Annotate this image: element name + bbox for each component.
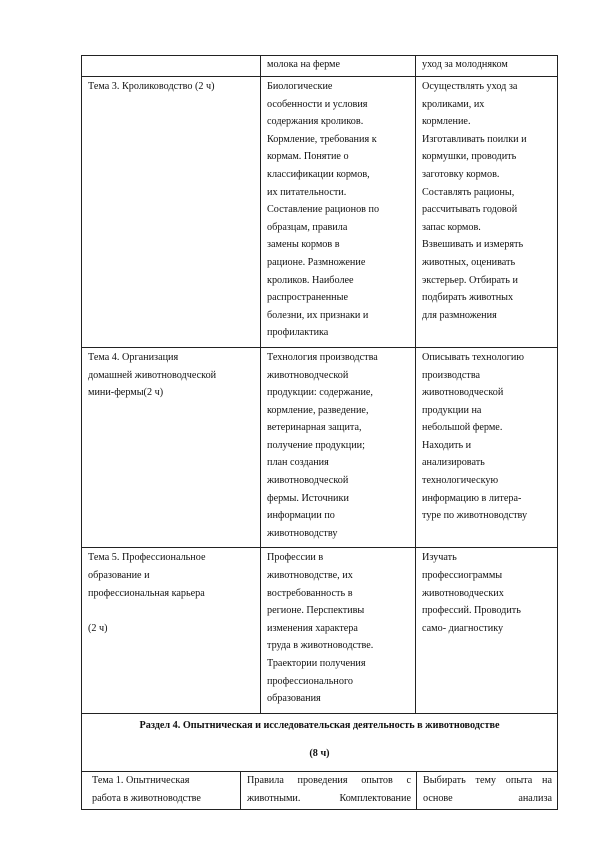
activities-line: кроликами, их [422, 98, 485, 110]
activities-line: профессиограммы [422, 570, 503, 582]
table-row [82, 548, 558, 713]
content-line: образования [267, 693, 321, 705]
content-line: их питательности. [267, 186, 347, 198]
activities-line: профессий. Проводить [422, 605, 521, 617]
activities-line: животноводческой [422, 387, 504, 399]
content-line: изменения характера [267, 622, 358, 634]
content-line: кроликов. Наиболее [267, 274, 354, 286]
topic-line: (2 ч) [88, 622, 108, 634]
content-line: животными. Комплектование [247, 792, 411, 804]
activities-line: туре по животноводству [422, 510, 528, 522]
activities-cell [416, 77, 558, 348]
activities-cell [416, 347, 558, 548]
content-line: животноводческой [267, 369, 349, 381]
topic-line: образование и [88, 570, 150, 582]
activities-line: Взвешивать и измерять [422, 239, 524, 251]
section-header-row [82, 713, 558, 771]
activities-line: Составлять рационы, [422, 186, 515, 198]
topic-line: домашней животноводческой [88, 369, 217, 381]
content-line: Кормление, требования к [267, 133, 377, 145]
topic-cell [82, 771, 241, 810]
content-line: содержания кроликов. [267, 116, 364, 128]
content-line: продукции: содержание, [267, 387, 373, 399]
topic-cell [82, 77, 261, 348]
content-cell [261, 548, 416, 713]
activities-text: уход за молодняком [422, 59, 508, 70]
content-cell [241, 771, 417, 810]
content-line: профилактика [267, 327, 329, 339]
content-line: животноводстве, их [267, 570, 353, 582]
topic-cell [82, 347, 261, 548]
topic-line [88, 602, 255, 620]
content-line: особенности и условия [267, 98, 368, 110]
content-line: образцам, правила [267, 221, 348, 233]
content-cell [261, 77, 416, 348]
activities-line: Описывать технологию [422, 351, 524, 363]
table-row [82, 77, 558, 348]
section-header-cell [82, 713, 558, 771]
content-line: замены кормов в [267, 239, 340, 251]
topic-line: Тема 1. Опытническая [92, 775, 190, 786]
activities-line: Находить и [422, 439, 472, 451]
content-line: животноводческой [267, 475, 349, 487]
content-line: ветеринарная защита, [267, 422, 362, 434]
activities-line: анализировать [422, 457, 485, 469]
activities-line: технологическую [422, 475, 499, 487]
content-line: Профессии в [267, 552, 324, 564]
activities-line: экстерьер. Отбирать и [422, 274, 518, 286]
activities-line: основе анализа [423, 792, 552, 804]
activities-line: продукции на [422, 404, 482, 416]
content-line: распространенные [267, 292, 348, 304]
activities-line: кормление. [422, 116, 471, 128]
content-line: фермы. Источники [267, 492, 349, 504]
topic-cell [82, 56, 261, 77]
table-row-continuation [82, 56, 558, 77]
activities-line: информацию в литера- [422, 492, 522, 504]
section-hours: (8 ч) [309, 747, 330, 759]
activities-line: рассчитывать годовой [422, 204, 518, 216]
content-line: животноводству [267, 527, 338, 539]
content-line: Технология производства [267, 351, 378, 363]
topic-line: Тема 3. Кролиководство (2 ч) [88, 81, 215, 92]
topic-line: Тема 4. Организация [88, 351, 179, 363]
content-line: информации по [267, 510, 335, 522]
content-cell [261, 56, 416, 77]
activities-line: Изучать [422, 552, 457, 564]
activities-cell [416, 56, 558, 77]
activities-line: небольшой ферме. [422, 422, 503, 434]
activities-line: запас кормов. [422, 221, 481, 233]
content-line: Правила проведения опытов с [247, 775, 411, 786]
content-line: кормление, разведение, [267, 404, 369, 416]
activities-line: для размножения [422, 309, 497, 321]
activities-line: кормушки, проводить [422, 151, 517, 163]
content-line: кормам. Понятие о [267, 151, 349, 163]
topic-line: мини-фермы(2 ч) [88, 387, 164, 399]
content-line: востребованность в [267, 587, 353, 599]
content-line: Составление рационов по [267, 204, 380, 216]
content-text: молока на ферме [267, 59, 340, 70]
curriculum-table-continued [81, 771, 558, 810]
activities-line: само- диагностику [422, 622, 504, 634]
content-line: регионе. Перспективы [267, 605, 365, 617]
topic-line: работа в животноводстве [92, 792, 201, 804]
content-line: Биологические [267, 81, 333, 92]
section-title: Раздел 4. Опытническая и исследовательская деятельность в животноводстве [139, 719, 500, 731]
topic-cell [82, 548, 261, 713]
content-line: получение продукции; [267, 439, 365, 451]
table-row [82, 347, 558, 548]
topic-line: Тема 5. Профессиональное [88, 552, 206, 564]
activities-line: Изготавливать поилки и [422, 133, 527, 145]
activities-cell [416, 548, 558, 713]
activities-line: Осуществлять уход за [422, 81, 518, 92]
content-line: классификации кормов, [267, 168, 370, 180]
content-line: труда в животноводстве. [267, 640, 374, 652]
curriculum-table [81, 55, 558, 772]
activities-line: производства [422, 369, 481, 381]
table-row-last [82, 771, 558, 810]
activities-line: подбирать животных [422, 292, 514, 304]
content-line: Траектории получения [267, 658, 366, 669]
content-line: болезни, их признаки и [267, 309, 369, 321]
topic-line: профессиональная карьера [88, 587, 205, 599]
content-cell [261, 347, 416, 548]
content-line: план создания [267, 457, 329, 469]
activities-cell [417, 771, 558, 810]
activities-line: Выбирать тему опыта на [423, 775, 552, 786]
activities-line: заготовку кормов. [422, 168, 500, 180]
content-line: рационе. Размножение [267, 256, 366, 268]
content-line: профессионального [267, 675, 353, 687]
activities-line: животных, оценивать [422, 256, 516, 268]
activities-line: животноводческих [422, 587, 504, 599]
